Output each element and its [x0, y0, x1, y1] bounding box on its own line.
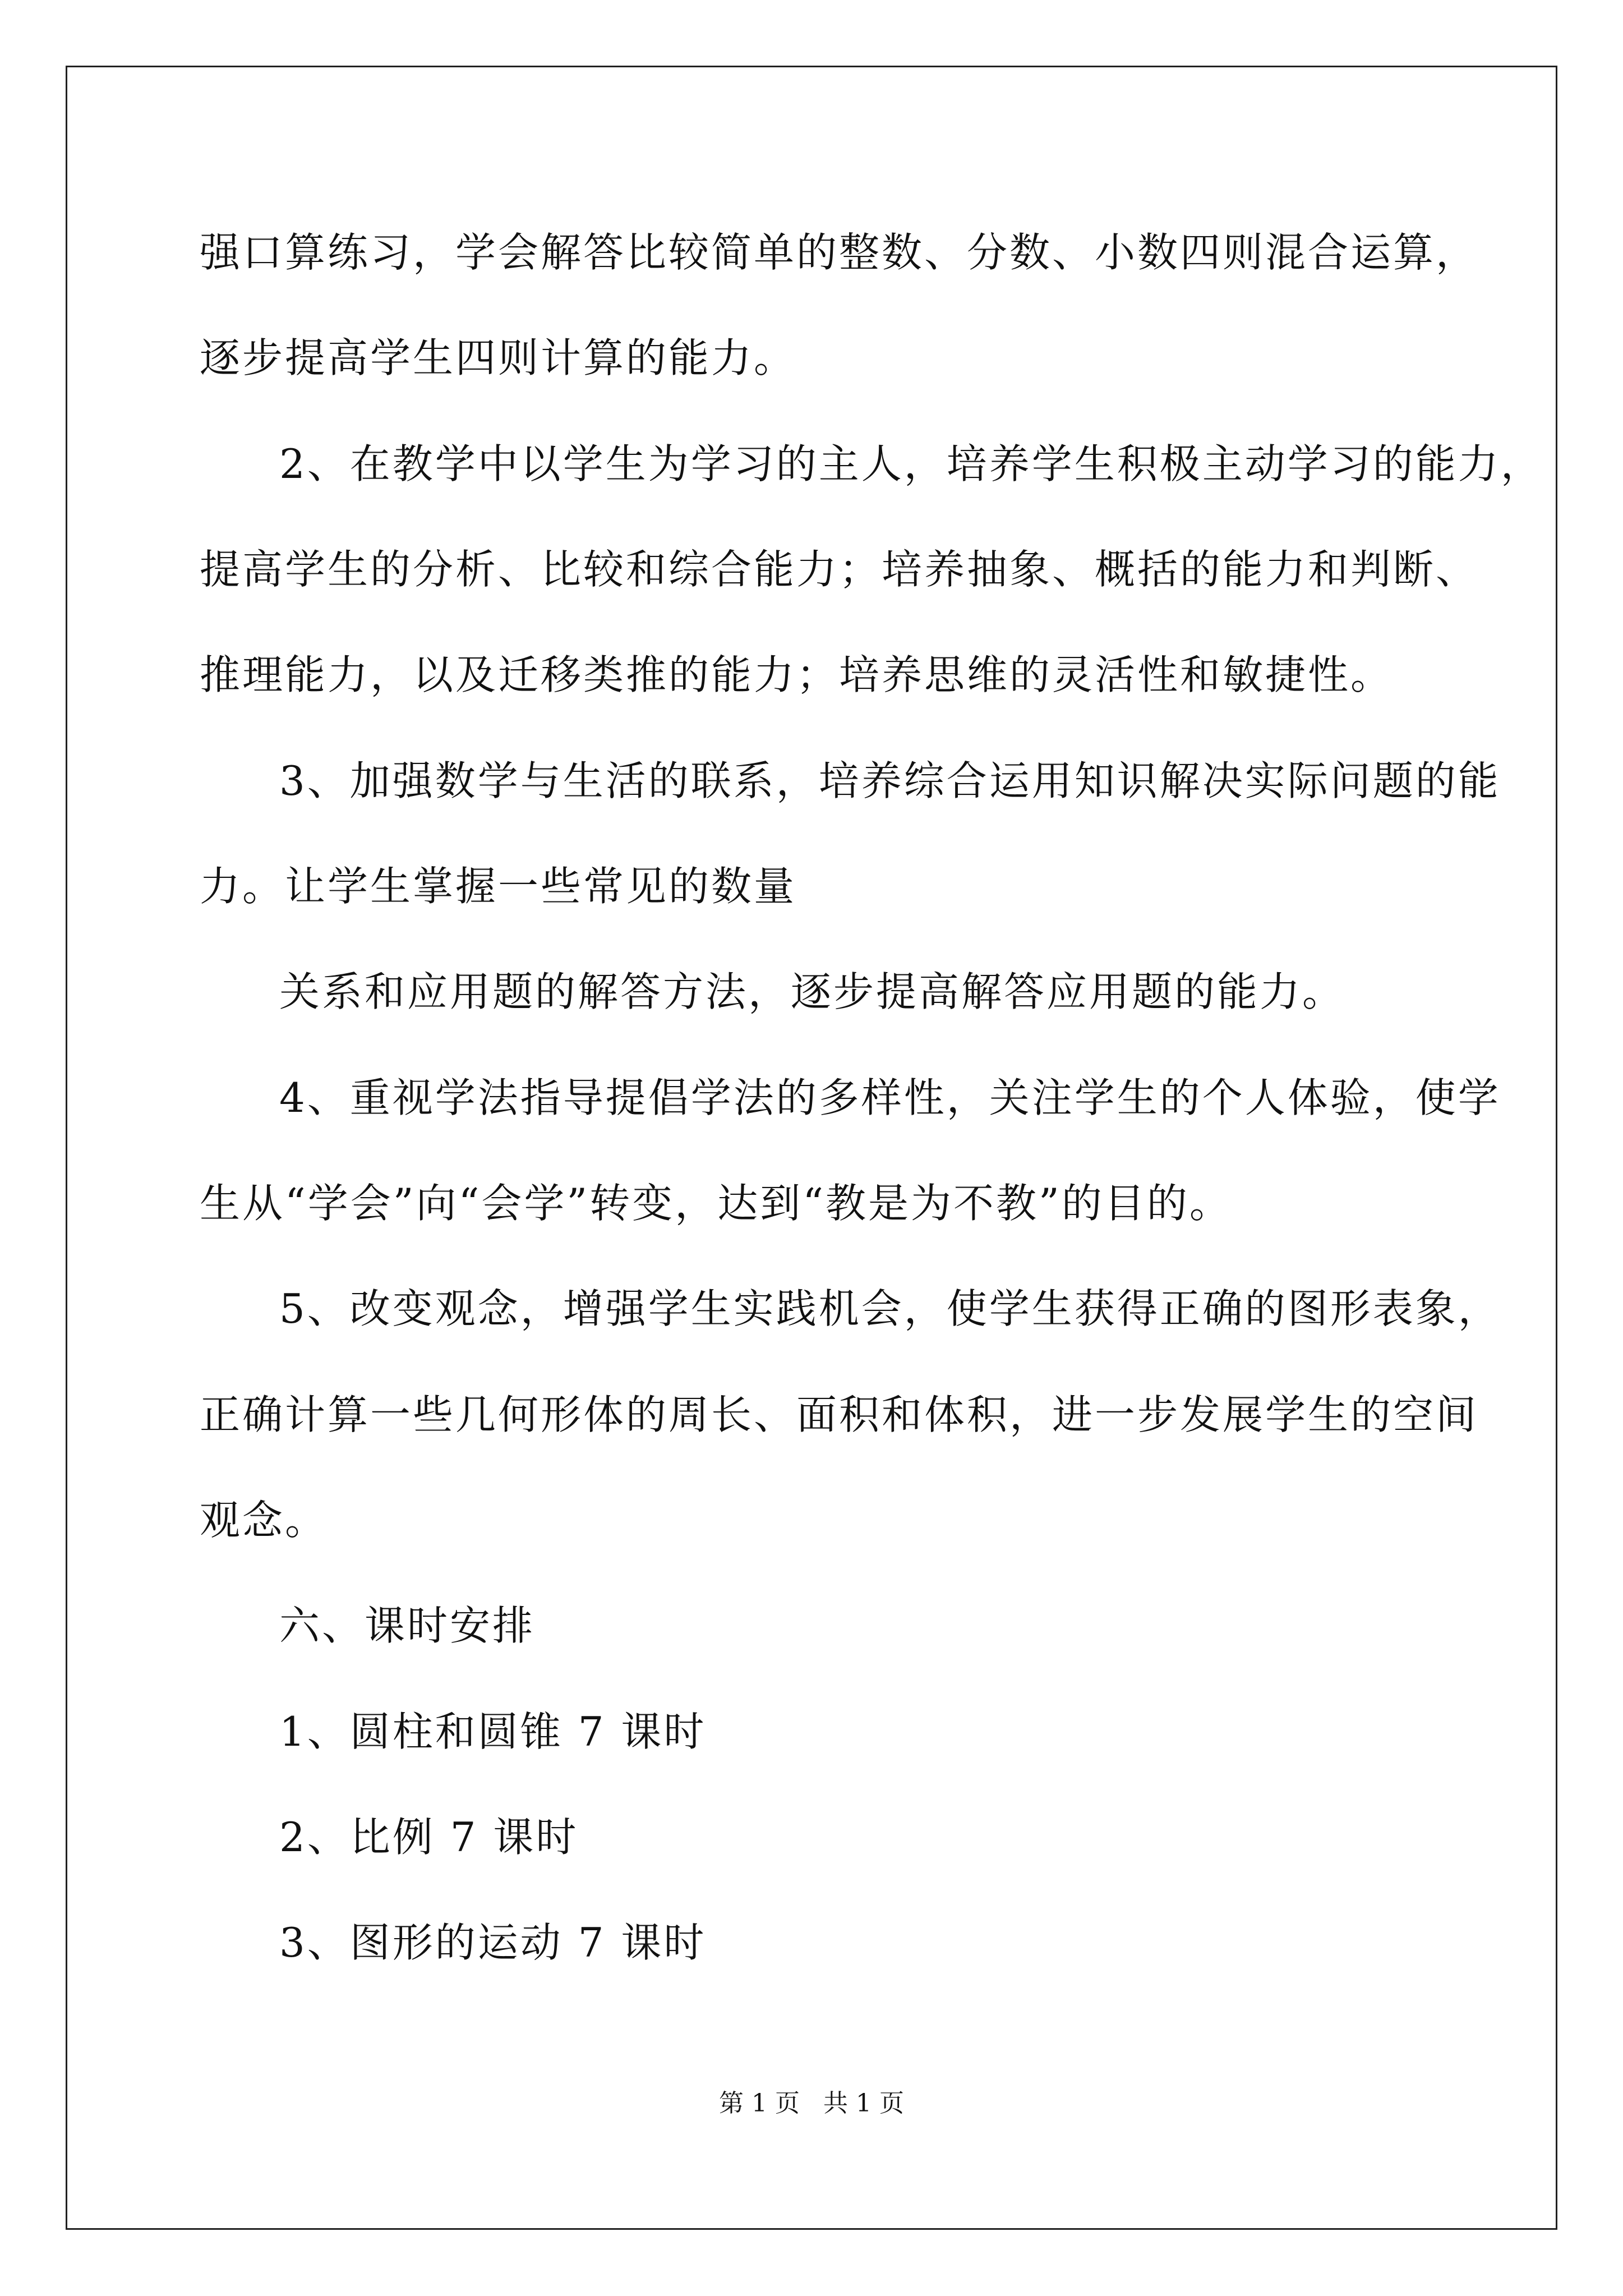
paragraph-line: 4、重视学法指导提倡学法的多样性，关注学生的个人体验，使学	[279, 1074, 1501, 1121]
paragraph-line: 3、加强数学与生活的联系，培养综合运用知识解决实际问题的能	[279, 757, 1501, 804]
paragraph-line: 2、在教学中以学生为学习的主人，培养学生积极主动学习的能力，	[279, 440, 1543, 487]
paragraph-line: 生从“学会”向“会学”转变，达到“教是为不教”的目的。	[200, 1180, 1232, 1227]
paragraph-line: 推理能力，以及迁移类推的能力；培养思维的灵活性和敏捷性。	[200, 651, 1394, 698]
page-footer: 第 1 页 共 1 页	[719, 2089, 904, 2118]
list-item: 3、图形的运动 7 课时	[279, 1919, 707, 1966]
list-item: 2、比例 7 课时	[279, 1814, 579, 1861]
paragraph-line: 逐步提高学生四则计算的能力。	[200, 334, 797, 381]
paragraph-line: 观念。	[200, 1497, 328, 1544]
paragraph-line: 提高学生的分析、比较和综合能力；培养抽象、概括的能力和判断、	[200, 546, 1479, 593]
paragraph-line: 5、改变观念，增强学生实践机会，使学生获得正确的图形表象，	[279, 1285, 1501, 1332]
paragraph-line: 强口算练习，学会解答比较简单的整数、分数、小数四则混合运算，	[200, 229, 1479, 276]
page-border	[66, 66, 1557, 2230]
list-item: 1、圆柱和圆锥 7 课时	[279, 1708, 707, 1755]
paragraph-line: 正确计算一些几何形体的周长、面积和体积，进一步发展学生的空间	[200, 1391, 1479, 1438]
section-heading: 六、课时安排	[279, 1602, 536, 1649]
paragraph-line: 关系和应用题的解答方法，逐步提高解答应用题的能力。	[279, 968, 1345, 1015]
paragraph-line: 力。让学生掌握一些常见的数量	[200, 863, 797, 910]
